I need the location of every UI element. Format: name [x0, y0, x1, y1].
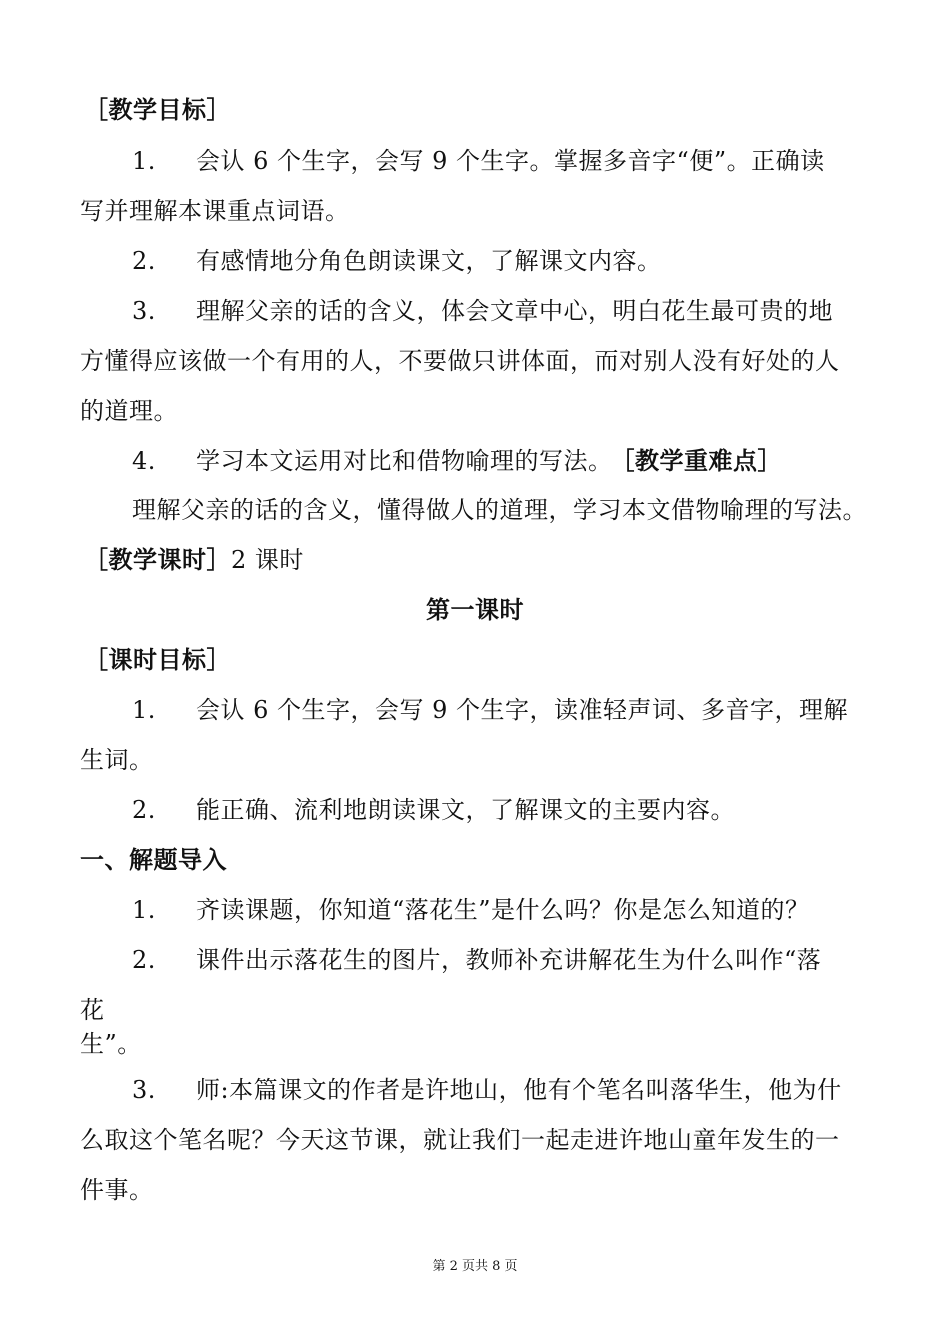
objective-1-number: 1. — [132, 147, 156, 175]
objective-3-number: 3. — [132, 297, 156, 325]
section-1-item-3-continued-1: 么取这个笔名呢？今天这节课，就让我们一起走进许地山童年发生的一 — [80, 1126, 840, 1154]
section-1-item-3-continued-2: 件事。 — [80, 1176, 154, 1204]
lesson-objective-1-number: 1. — [132, 696, 156, 724]
teaching-hours — [84, 544, 304, 576]
section-1-item-3-text: 师:本篇课文的作者是许地山，他有个笔名叫落华生，他为什 — [196, 1076, 842, 1104]
lesson-objective-1-continued: 生词。 — [80, 746, 154, 774]
objective-4-text: 学习本文运用对比和借物喻理的写法。 — [196, 447, 613, 475]
objective-2 — [132, 245, 662, 277]
section-1-item-2-continued-1: 花 — [80, 996, 105, 1024]
section-1-item-2-text: 课件出示落花生的图片，教师补充讲解花生为什么叫作“落 — [196, 946, 822, 974]
section-1-item-3 — [132, 1074, 842, 1106]
section-1-item-1-number: 1. — [132, 896, 156, 924]
heading-teaching-objectives: ［教学目标］ — [84, 96, 231, 124]
objective-3-continued-2: 的道理。 — [80, 397, 178, 425]
teaching-hours-value: 2 课时 — [231, 546, 304, 574]
heading-key-difficulties: ［教学重难点］ — [622, 447, 782, 475]
lesson-objective-2-number: 2. — [132, 796, 156, 824]
objective-4 — [132, 445, 782, 477]
lesson-objective-1-text: 会认 6 个生字，会写 9 个生字，读准轻声词、多音字，理解 — [196, 696, 849, 724]
objective-1 — [132, 145, 825, 177]
key-difficulties-text: 理解父亲的话的含义，懂得做人的道理，学习本文借物喻理的写法。 — [132, 496, 867, 524]
lesson-objective-1 — [132, 694, 848, 726]
section-1-item-1-text: 齐读课题，你知道“落花生”是什么吗？你是怎么知道的？ — [196, 896, 810, 924]
lesson-title: 第一课时 — [426, 596, 524, 624]
objective-3-continued-1: 方懂得应该做一个有用的人，不要做只讲体面，而对别人没有好处的人 — [80, 347, 840, 375]
lesson-objective-2-text: 能正确、流利地朗读课文，了解课文的主要内容。 — [196, 796, 735, 824]
section-1-item-3-number: 3. — [132, 1076, 156, 1104]
objective-3-text: 理解父亲的话的含义，体会文章中心，明白花生最可贵的地 — [196, 297, 833, 325]
section-1-item-2-number: 2. — [132, 946, 156, 974]
objective-4-number: 4. — [132, 447, 156, 475]
section-1-item-1 — [132, 894, 810, 926]
section-1-title: 一、解题导入 — [80, 846, 227, 874]
objective-2-text: 有感情地分角色朗读课文，了解课文内容。 — [196, 247, 662, 275]
lesson-objective-2 — [132, 794, 735, 826]
objective-1-text: 会认 6 个生字，会写 9 个生字。掌握多音字“便”。正确读 — [196, 147, 825, 175]
objective-2-number: 2. — [132, 247, 156, 275]
objective-3 — [132, 295, 833, 327]
section-1-item-2-continued-2: 生”。 — [80, 1030, 142, 1058]
heading-lesson-objectives: ［课时目标］ — [84, 646, 231, 674]
page-footer: 第 2 页共 8 页 — [432, 1259, 518, 1274]
heading-teaching-hours: ［教学课时］ — [84, 546, 231, 574]
objective-1-continued: 写并理解本课重点词语。 — [80, 197, 350, 225]
section-1-item-2 — [132, 944, 821, 976]
